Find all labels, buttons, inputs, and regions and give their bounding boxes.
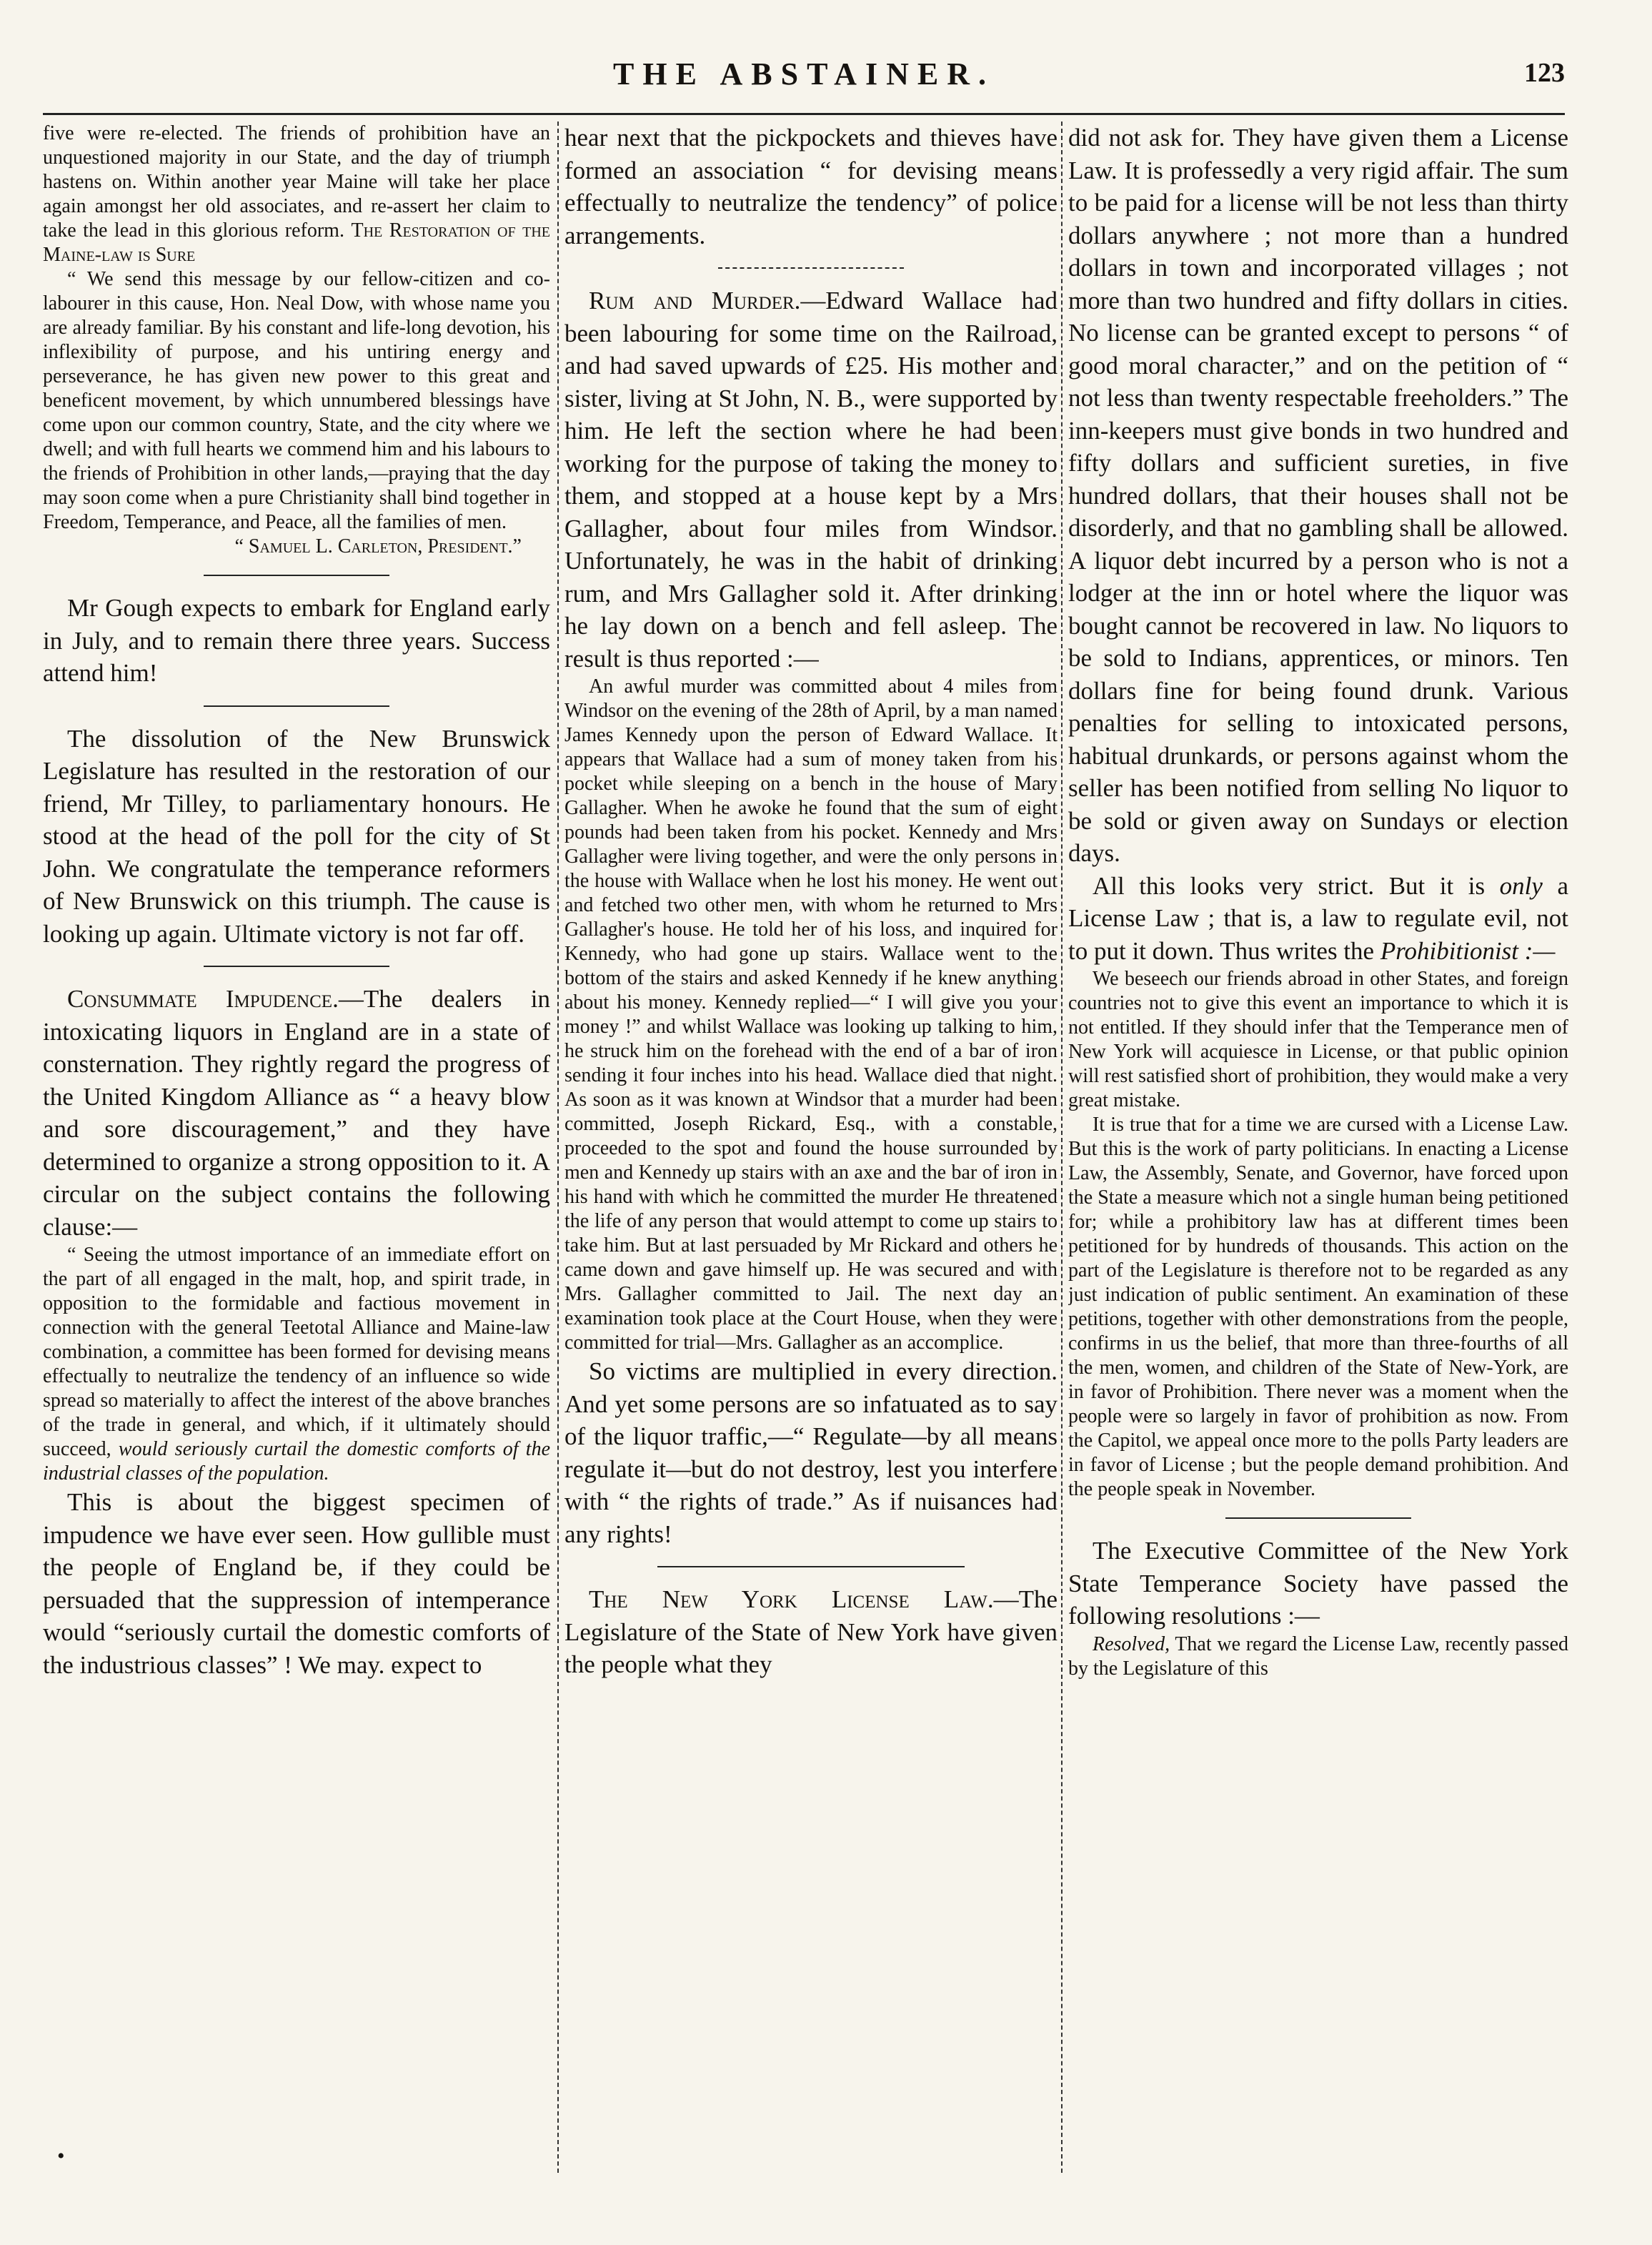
italic-word: Resolved, bbox=[1093, 1632, 1170, 1655]
article-paragraph: So victims are multiplied in every direction. And yet some persons are so infatuated as to say of the liquor traffic,—“ Regulate—by all means regulate it—but do not destroy, lest you interfere with “ the rights of trade.” As if nuisances had any rights! bbox=[564, 1357, 1058, 1548]
column-2 bbox=[564, 122, 1058, 2166]
italic-phrase: would seriously curtail the domestic comforts of the industrial classes of the population. bbox=[43, 1438, 550, 1485]
column-3 bbox=[1068, 122, 1568, 2166]
resolution-paragraph: Resolved, That we regard the License Law, recently passed by the Legislature of this bbox=[1068, 1632, 1568, 1680]
section-rule bbox=[204, 705, 389, 707]
article-paragraph: Rum and Murder.—Edward Wallace had been labouring for some time on the Railroad, and had saved upwards of £25. His mother and sister, living at St John, N. B., were supported by him. He left the section where he had been working for the purpose of taking the money to them, and stopped at a house kept by a Mrs Gallagher, about four miles from Windsor. Unfortunately, he was in the habit of drinking rum, and Mrs Gallagher sold it. After drinking he lay down on a bench and fell asleep. The result is thus reported :— bbox=[564, 287, 1058, 673]
stray-mark: • bbox=[57, 2144, 65, 2168]
article-paragraph: All this looks very strict. But it is only a License Law ; that is, a law to regulate evil, not to put it down. Thus writes the Prohibitionist :— bbox=[1068, 871, 1568, 965]
italic-word: only bbox=[1499, 871, 1543, 900]
column-divider bbox=[1061, 122, 1063, 2173]
section-rule bbox=[718, 267, 904, 269]
section-rule bbox=[1225, 1517, 1411, 1519]
section-rule bbox=[204, 575, 389, 576]
article-heading: Rum and Murder. bbox=[589, 287, 801, 314]
article-heading: Consummate Impudence. bbox=[67, 985, 339, 1013]
page-number: 123 bbox=[1524, 58, 1565, 88]
quoted-circular: “ Seeing the utmost importance of an immediate effort on the part of all engaged in the malt, hop, and spirit trade, in opposition to the formidable and factious movement in connection with the general Teetotal Alliance and Maine-law combination, a committee has been formed for devising means effectually to neutralize the tendency of an influence so wide spread so materially to affect the interest of the above branches of the trade in general, and which, if it ultimately should succeed, would seriously curtail the domestic comforts of the industrial classes of the population. bbox=[43, 1244, 550, 1485]
quoted-report: An awful murder was committed about 4 miles from Windsor on the evening of the 28th of April, by a man named James Kennedy upon the person of Edward Wallace. It appears that Wallace had a sum of money taken from his pocket while sleeping on a bench in the house of Mary Gallagher. When he awoke he found that the sum of eight pounds had been taken from his pocket. Kennedy and Mrs Gallagher were living together, and were the only persons in the house with Wallace when he lost his money. He went out and fetched two other men, with whom he returned to Mrs Gallagher's house. He told her of his loss, and inquired for Kennedy, who had gone up stairs. Wallace went to the bottom of the stairs and asked Kennedy if he knew anything about his money. Kennedy replied—“ I will give you your money !” and whilst Wallace was looking up talking to him, he struck him on the forehead with the end of a bar of iron sending it four inches into his head. Wallace died that night. As soon as it was known at Windsor that a murder had been committed, Joseph Rickard, Esq., with a constable, proceeded to the spot and found the house surrounded by men and Kennedy up stairs with an axe and the bar of iron in his hand with which he committed the murder He threatened the life of any person that would attempt to come up stairs to take him. But at last persuaded by Mr Rickard and others he came down and gave himself up. He was secured and with Mrs. Gallagher committed to Jail. The next day an examination took place at the Court House, when they were committed for trial—Mrs. Gallagher as an accomplice. bbox=[564, 675, 1058, 1354]
quoted-letter: “ We send this message by our fellow-citizen and co-labourer in this cause, Hon. Neal Dow, with whose name you are already familiar. By his constant and life-long devotion, his inflexibility of purpose, and his untiring energy and perseverance, he has given new power to this great and beneficent movement, by which unnumbered blessings have come upon our common country, State, and the city where we dwell; and with full hearts we commend him and his labours to the friends of Prohibition in other lands,—praying that the day may soon come when a pure Christianity shall bind together in Freedom, Temperance, and Peace, all the families of men. bbox=[43, 268, 550, 533]
small-caps-phrase: The Restoration of the Maine-law is Sure bbox=[43, 219, 550, 266]
italic-phrase: Prohibitionist :— bbox=[1380, 936, 1556, 965]
page-header bbox=[43, 56, 1565, 106]
article-paragraph: hear next that the pickpockets and thieves have formed an association “ for devising means effectually to neutralize the tendency” of police arrangements. bbox=[564, 124, 1058, 249]
article-paragraph: The Executive Committee of the New York State Temperance Society have passed the following resolutions :— bbox=[1068, 1537, 1568, 1630]
article-paragraph: This is about the biggest specimen of impudence we have ever seen. How gullible must the people of England be, if they could be persuaded that the suppression of intemperance would “seriously curtail the domestic comforts of the industrious classes” ! We may. expect to bbox=[43, 1488, 550, 1679]
section-rule bbox=[204, 966, 389, 967]
article-paragraph: Consummate Impudence.—The dealers in intoxicating liquors in England are in a state of consternation. They rightly regard the progress of the United Kingdom Alliance as “ a heavy blow and sore discouragement,” and they have determined to organize a strong opposition to it. A circular on the subject contains the following clause:— bbox=[43, 985, 550, 1241]
article-paragraph: five were re-elected. The friends of prohibition have an unquestioned majority in our State, and the day of triumph hastens on. Within another year Maine will take her place again amongst her old associates, and re-assert her claim to take the lead in this glorious reform. The Restoration of the Maine-law is Sure bbox=[43, 122, 550, 266]
article-paragraph: The dissolution of the New Brunswick Legislature has resulted in the restoration of our friend, Mr Tilley, to parliamentary honours. He stood at the head of the poll for the city of St John. We congratulate the temperance reformers of New Brunswick on this triumph. The cause is looking up again. Ultimate victory is not far off. bbox=[43, 724, 550, 948]
quoted-paragraph: It is true that for a time we are cursed with a License Law. But this is the work of party politicians. In enacting a License Law, the Assembly, Senate, and Governor, have forced upon the State a measure which not a single human being petitioned for; while a prohibitory law has at different times been petitioned for by hundreds of thousands. This action on the part of the Legislature is therefore not to be regarded as any just indication of public sentiment. An examination of these petitions, together with other demonstrations from the people, confirms in us the belief, that more than three-fourths of all the men, women, and children of the State of New-York, are in favor of Prohibition. There never was a moment when the people were so largely in favor of prohibition as now. From the Capitol, we appeal once more to the polls Party leaders are in favor of License ; but the people demand prohibition. And the people speak in November. bbox=[1068, 1114, 1568, 1500]
article-heading: The New York License Law. bbox=[589, 1585, 994, 1613]
article-paragraph: did not ask for. They have given them a License Law. It is professedly a very rigid affair. The sum to be paid for a license will be not less than thirty dollars anywhere ; not more than a hundred dollars in town and incorporated villages ; not more than two hundred and fifty dollars in cities. No license can be granted except to persons “ of good moral character,” and on the petition of “ not less than twenty respectable freeholders.” The inn-keepers must give bonds in two hundred and fifty dollars and sufficient sureties, in five hundred dollars, that their houses shall not be disorderly, and that no gambling shall be allowed. A liquor debt incurred by a person who is not a lodger at the inn or hotel where the liquor was bought cannot be recovered in law. No liquors to be sold to Indians, apprentices, or minors. Ten dollars fine for being found drunk. Various penalties for selling to intoxicated persons, habitual drunkards, or persons against whom the seller has been notified from selling No liquor to be sold or given away on Sundays or election days. bbox=[1068, 124, 1568, 867]
running-title: THE ABSTAINER. bbox=[613, 56, 995, 91]
section-rule bbox=[657, 1566, 965, 1567]
column-1 bbox=[43, 122, 550, 2166]
signature: “ Samuel L. Carleton, President.” bbox=[234, 535, 522, 557]
article-paragraph: Mr Gough expects to embark for England early in July, and to remain there three years. Success attend him! bbox=[43, 594, 550, 687]
column-divider bbox=[557, 122, 559, 2173]
quoted-paragraph: We beseech our friends abroad in other States, and foreign countries not to give this event an importance to which it is not entitled. If they should infer that the Temperance men of New York will acquiesce in License, or that public opinion will rest satisfied short of prohibition, they would make a very great mistake. bbox=[1068, 968, 1568, 1111]
article-paragraph: The New York License Law.—The Legislature of the State of New York have given the people what they bbox=[564, 1585, 1058, 1678]
header-rule bbox=[43, 113, 1565, 115]
